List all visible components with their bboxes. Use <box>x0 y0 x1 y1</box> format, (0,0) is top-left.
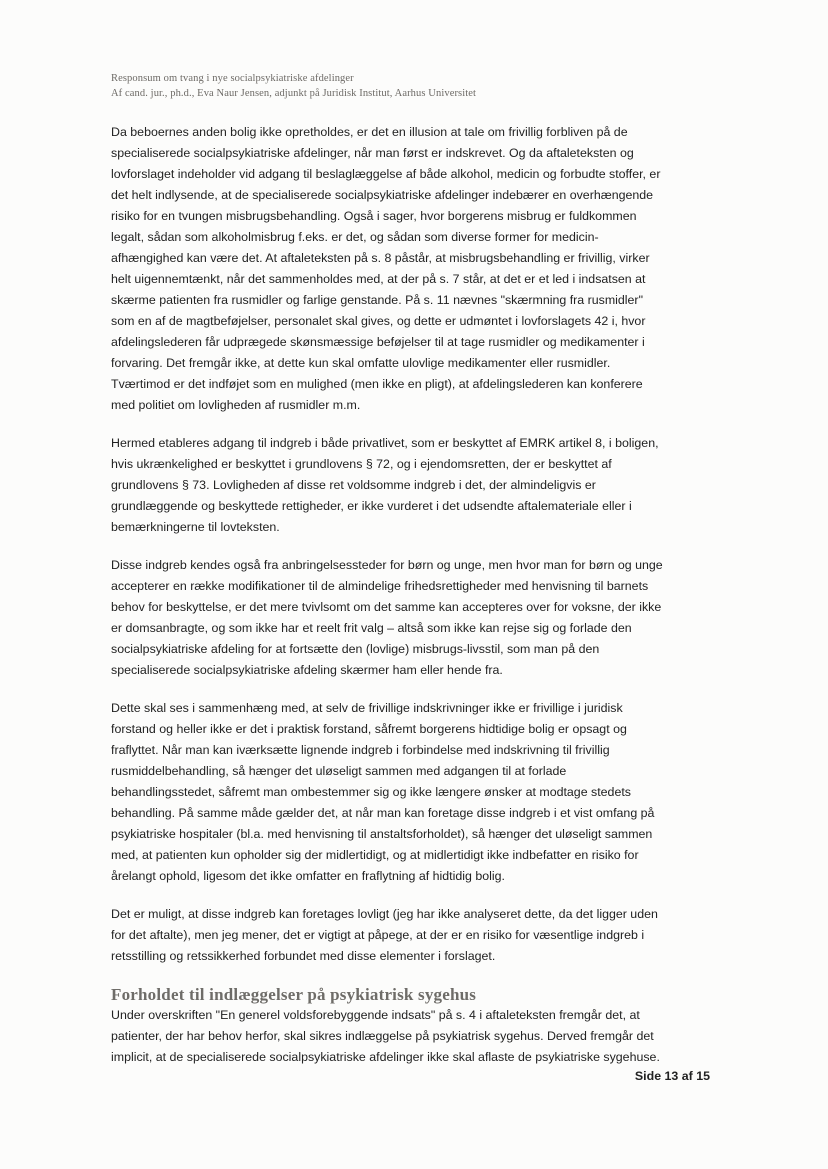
text-line: det helt indlysende, at de specialiserede socialpsykiatriske afdelinger indebærer en overhængende <box>111 188 654 202</box>
text-line: Det er muligt, at disse indgreb kan foretages lovligt (jeg har ikke analyseret dette, da det ligger uden <box>111 907 658 921</box>
text-line: implicit, at de specialiserede socialpsykiatriske afdelinger ikke skal aflaste de psykiatriske sygehuse. <box>111 1050 660 1064</box>
text-line: Da beboernes anden bolig ikke opretholdes, er det en illusion at tale om frivillig forbliven på de <box>111 125 628 139</box>
section-heading: Forholdet til indlæggelser på psykiatrisk sygehus <box>111 985 477 1004</box>
text-line: specialiserede socialpsykiatriske afdelinger, når man først er indskrevet. Og da aftaleteksten og <box>111 146 634 160</box>
text-line: skærme patienten fra rusmidler og farlige genstande. På s. 11 nævnes "skærmning fra rusmidler" <box>111 293 643 307</box>
text-line: rusmiddelbehandling, så hænger det uløseligt sammen med adgangen til at forlade <box>111 764 567 778</box>
text-line: specialiserede socialpsykiatriske afdeling skærmer ham eller hende fra. <box>111 663 503 677</box>
body-text <box>111 122 711 1085</box>
text-line: behandling. På samme måde gælder det, at når man kan foretage disse indgreb i et vist omfang på <box>111 806 655 820</box>
text-line: Dette skal ses i sammenhæng med, at selv de frivillige indskrivninger ikke er frivillige i juridisk <box>111 701 623 715</box>
text-line: bemærkningerne til lovteksten. <box>111 520 280 534</box>
text-line: patienter, der har behov herfor, skal sikres indlæggelse på psykiatrisk sygehus. Derved fremgår det <box>111 1029 654 1043</box>
text-line: legalt, sådan som alkoholmisbrug f.eks. er det, og sådan som diverse former for medicin- <box>111 230 599 244</box>
text-line: afdelingslederen får udprægede skønsmæssige beføjelser til at tage rusmidler og medikamenter i <box>111 335 645 349</box>
paragraph-2 <box>111 433 711 538</box>
text-line: forvaring. Det fremgår ikke, at dette kun skal omfatte ulovlige medikamenter eller rusmidler. <box>111 356 611 370</box>
text-line: socialpsykiatriske afdeling for at fortsætte den (lovlige) misbrugs-livsstil, som man på den <box>111 642 600 656</box>
text-line: hvis ukrænkelighed er beskyttet i grundlovens § 72, og i ejendomsretten, der er beskyttet af <box>111 457 612 471</box>
text-line: fraflyttet. Når man kan iværksætte lignende indgreb i forbindelse med indskrivning til frivillig <box>111 743 610 757</box>
header-author: Af cand. jur., ph.d., Eva Naur Jensen, adjunkt på Juridisk Institut, Aarhus Universitet <box>111 88 477 99</box>
text-line: er domsanbragte, og som ikke har et reelt frit valg – altså som ikke kan rejse sig og forlade den <box>111 621 632 635</box>
paragraph-3 <box>111 555 711 681</box>
text-line: lovforslaget indeholder vid adgang til beslaglæggelse af både alkohol, medicin og forbudte stoffer, er <box>111 167 661 181</box>
text-line: med, at patienten kun opholder sig der midlertidigt, og at midlertidigt ikke indbefatter en risiko for <box>111 848 639 862</box>
section-paragraph <box>111 1005 711 1068</box>
header-title: Responsum om tvang i nye socialpsykiatriske afdelinger <box>111 73 354 84</box>
text-line: Tværtimod er det indføjet som en mulighed (men ikke en pligt), at afdelingslederen kan konferere <box>111 377 643 391</box>
text-line: risiko for en tvungen misbrugsbehandling. Også i sager, hvor borgerens misbrug er fuldkommen <box>111 209 637 223</box>
text-line: helt uigennemtænkt, når det sammenholdes med, at der på s. 7 står, at det er et led i indsatsen at <box>111 272 646 286</box>
text-line: årelangt ophold, ligesom det ikke omfatter en fraflytning af hidtidig bolig. <box>111 869 505 883</box>
text-line: psykiatriske hospitaler (bl.a. med henvisning til anstaltsforholdet), så hænger det uløseligt sammen <box>111 827 653 841</box>
text-line: accepterer en række modifikationer til de almindelige frihedsrettigheder med henvisning til barnets <box>111 579 649 593</box>
text-line: forstand og heller ikke er det i praktisk forstand, såfremt borgerens hidtidige bolig er opsagt og <box>111 722 627 736</box>
text-line: grundlovens § 73. Lovligheden af disse ret voldsomme indgreb i det, der almindeligvis er <box>111 478 596 492</box>
text-line: Disse indgreb kendes også fra anbringelsessteder for børn og unge, men hvor man for børn og unge <box>111 558 663 572</box>
text-line: Hermed etableres adgang til indgreb i både privatlivet, som er beskyttet af EMRK artikel 8, i boligen, <box>111 436 659 450</box>
text-line: retsstilling og retssikkerhed forbundet med disse elementer i forslaget. <box>111 949 496 963</box>
page-number: Side 13 af 15 <box>634 1069 710 1083</box>
paragraph-1 <box>111 122 711 416</box>
text-line: som en af de magtbeføjelser, personalet skal gives, og dette er udmøntet i lovforslagets 42 i, hvor <box>111 314 646 328</box>
paragraph-4 <box>111 698 711 887</box>
text-line: Under overskriften "En generel voldsforebyggende indsats" på s. 4 i aftaleteksten fremgår det, at <box>111 1008 640 1022</box>
text-line: afhængighed kan være det. At aftaleteksten på s. 8 påstår, at misbrugsbehandling er frivillig, virker <box>111 251 650 265</box>
text-line: behov for beskyttelse, er det mere tvivlsomt om det samme kan accepteres over for voksne, der ikke <box>111 600 662 614</box>
text-line: grundlæggende og beskyttede rettigheder, er ikke vurderet i det udsendte aftalemateriale eller i <box>111 499 632 513</box>
paragraph-5 <box>111 904 711 967</box>
text-line: med politiet om lovligheden af rusmidler m.m. <box>111 398 361 412</box>
text-line: behandlingsstedet, såfremt man ombestemmer sig og ikke længere ønsker at modtage stedets <box>111 785 631 799</box>
running-header <box>111 71 476 101</box>
text-line: for det aftalte), men jeg mener, det er vigtigt at påpege, at der er en risiko for væsentlige indgreb i <box>111 928 645 942</box>
